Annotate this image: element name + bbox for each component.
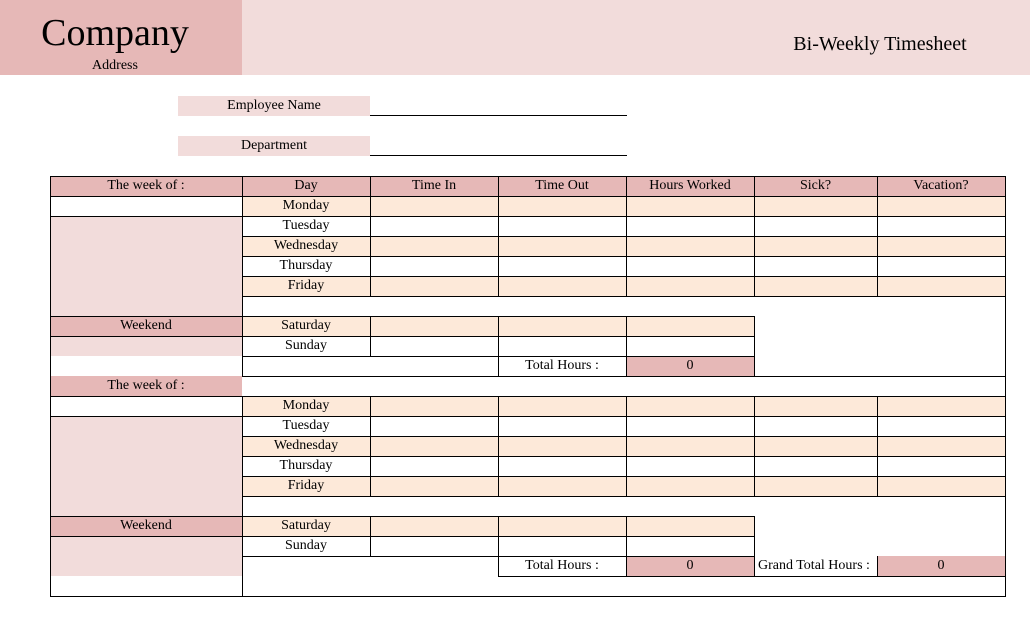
day-header: Day — [294, 178, 318, 193]
sick-cell[interactable] — [754, 196, 877, 216]
sick-cell[interactable] — [754, 256, 877, 276]
grid-line — [50, 416, 243, 417]
day-label: Sunday — [285, 338, 327, 353]
vacation-cell[interactable] — [877, 276, 1005, 296]
day-label: Wednesday — [273, 438, 339, 453]
time-in-cell[interactable] — [370, 336, 498, 356]
hours-worked-header: Hours Worked — [649, 178, 731, 193]
time-in-cell[interactable] — [370, 316, 498, 336]
time-in-cell[interactable] — [370, 536, 498, 556]
day-label: Thursday — [279, 258, 333, 273]
hours-worked-cell[interactable] — [626, 336, 754, 356]
total-hours-value: 0 — [686, 358, 694, 373]
hours-worked-cell[interactable] — [626, 416, 754, 436]
time-in-cell[interactable] — [370, 236, 498, 256]
time-in-cell[interactable] — [370, 436, 498, 456]
hours-worked-cell[interactable] — [626, 456, 754, 476]
hours-worked-cell[interactable] — [626, 256, 754, 276]
sick-cell[interactable] — [754, 436, 877, 456]
week-notes-area — [50, 216, 242, 316]
time-in-cell[interactable] — [370, 196, 498, 216]
vacation-header: Vacation? — [913, 178, 969, 193]
vacation-cell[interactable] — [877, 476, 1005, 496]
total-hours-label: Total Hours : — [525, 358, 599, 373]
department-label: Department — [178, 136, 370, 156]
grid-line — [242, 376, 1006, 377]
grid-line — [498, 576, 1006, 577]
week-notes-area — [50, 416, 242, 516]
time-out-cell[interactable] — [498, 336, 626, 356]
hours-worked-cell[interactable] — [626, 536, 754, 556]
time-out-cell[interactable] — [498, 256, 626, 276]
vacation-cell[interactable] — [877, 416, 1005, 436]
time-in-header: Time In — [411, 178, 457, 193]
hours-worked-cell[interactable] — [626, 196, 754, 216]
time-in-cell[interactable] — [370, 456, 498, 476]
vacation-cell[interactable] — [877, 456, 1005, 476]
day-label: Saturday — [281, 318, 331, 333]
week-of-date-field[interactable] — [50, 196, 242, 216]
time-out-cell[interactable] — [498, 236, 626, 256]
time-in-cell[interactable] — [370, 276, 498, 296]
grand-total-value: 0 — [937, 558, 945, 573]
weekend-label: Weekend — [120, 518, 172, 533]
day-label: Friday — [287, 278, 325, 293]
grid-line — [242, 296, 1006, 297]
document-title: Bi-Weekly Timesheet — [793, 33, 967, 55]
time-out-cell[interactable] — [498, 536, 626, 556]
hours-worked-cell[interactable] — [626, 516, 754, 536]
grand-total-label: Grand Total Hours : — [758, 558, 870, 573]
week-of-label: The week of : — [107, 378, 185, 393]
day-label: Sunday — [285, 538, 327, 553]
vacation-cell[interactable] — [877, 216, 1005, 236]
time-in-cell[interactable] — [370, 256, 498, 276]
sick-cell[interactable] — [754, 476, 877, 496]
day-label: Tuesday — [282, 218, 330, 233]
time-out-cell[interactable] — [498, 396, 626, 416]
day-label: Friday — [287, 478, 325, 493]
hours-worked-cell[interactable] — [626, 236, 754, 256]
vacation-cell[interactable] — [877, 196, 1005, 216]
time-out-cell[interactable] — [498, 476, 626, 496]
employee-name-label: Employee Name — [178, 96, 370, 116]
vacation-cell[interactable] — [877, 236, 1005, 256]
time-out-cell[interactable] — [498, 456, 626, 476]
sick-cell[interactable] — [754, 216, 877, 236]
sick-cell[interactable] — [754, 236, 877, 256]
week-of-date-field[interactable] — [50, 396, 242, 416]
time-out-cell[interactable] — [498, 216, 626, 236]
time-out-header: Time Out — [535, 178, 589, 193]
hours-worked-cell[interactable] — [626, 476, 754, 496]
grid-line — [754, 316, 755, 377]
time-out-cell[interactable] — [498, 416, 626, 436]
vacation-cell[interactable] — [877, 396, 1005, 416]
hours-worked-cell[interactable] — [626, 396, 754, 416]
grid-line — [1005, 176, 1006, 597]
grid-line — [50, 596, 1006, 597]
time-in-cell[interactable] — [370, 216, 498, 236]
sick-cell[interactable] — [754, 416, 877, 436]
employee-name-field[interactable] — [370, 96, 627, 116]
time-out-cell[interactable] — [498, 436, 626, 456]
sick-cell[interactable] — [754, 276, 877, 296]
day-label: Wednesday — [273, 238, 339, 253]
total-hours-value: 0 — [686, 558, 694, 573]
grid-line — [50, 216, 243, 217]
time-in-cell[interactable] — [370, 416, 498, 436]
weekend-notes-area — [50, 536, 242, 576]
company-name: Company — [41, 12, 189, 54]
time-in-cell[interactable] — [370, 476, 498, 496]
grid-line — [242, 496, 1006, 497]
time-in-cell[interactable] — [370, 396, 498, 416]
sick-header: Sick? — [799, 178, 832, 193]
weekend-label: Weekend — [120, 318, 172, 333]
vacation-cell[interactable] — [877, 256, 1005, 276]
time-out-cell[interactable] — [498, 316, 626, 336]
hours-worked-cell[interactable] — [626, 436, 754, 456]
time-out-cell[interactable] — [498, 276, 626, 296]
time-in-cell[interactable] — [370, 516, 498, 536]
hours-worked-cell[interactable] — [626, 276, 754, 296]
time-out-cell[interactable] — [498, 516, 626, 536]
day-label: Monday — [282, 398, 330, 413]
day-label: Tuesday — [282, 418, 330, 433]
day-label: Saturday — [281, 518, 331, 533]
department-field[interactable] — [370, 136, 627, 156]
total-hours-label: Total Hours : — [525, 558, 599, 573]
company-address: Address — [92, 58, 138, 73]
sick-cell[interactable] — [754, 396, 877, 416]
vacation-cell[interactable] — [877, 436, 1005, 456]
hours-worked-cell[interactable] — [626, 216, 754, 236]
day-label: Thursday — [279, 458, 333, 473]
time-out-cell[interactable] — [498, 196, 626, 216]
week-of-header: The week of : — [107, 178, 185, 193]
weekend-notes-area — [50, 336, 242, 356]
hours-worked-cell[interactable] — [626, 316, 754, 336]
day-label: Monday — [282, 198, 330, 213]
sick-cell[interactable] — [754, 456, 877, 476]
